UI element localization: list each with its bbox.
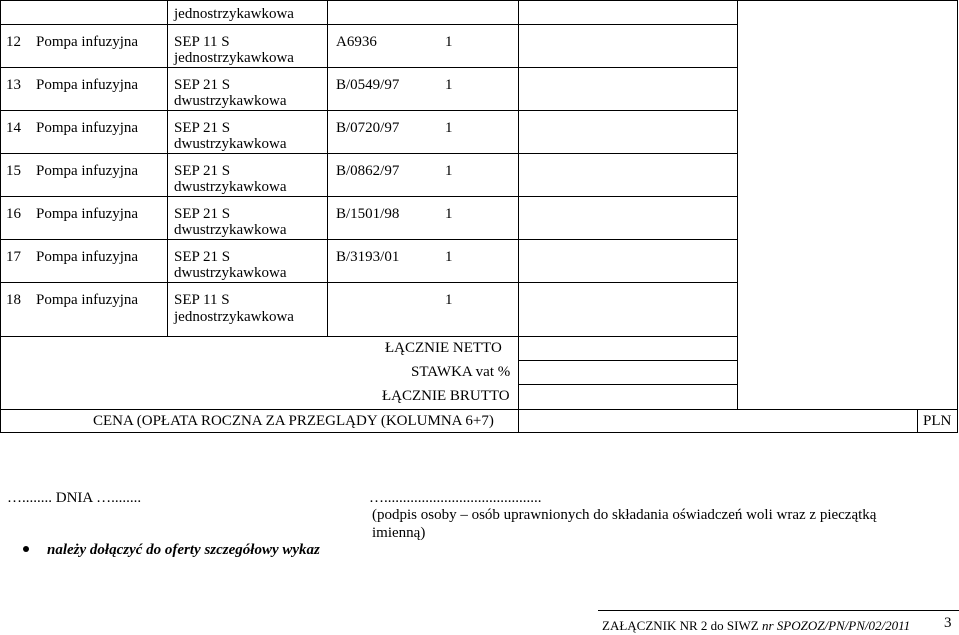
date-line: …........ DNIA …........ (7, 490, 142, 506)
device-name: Pompa infuzyjna (36, 34, 139, 50)
row-line (0, 24, 738, 25)
quantity: 1 (445, 120, 453, 136)
row-line (0, 153, 738, 154)
signature-caption: (podpis osoby – osób uprawnionych do składania oświadczeń woli wraz z pieczątką (372, 507, 877, 523)
table-divider-col1 (167, 0, 168, 337)
device-type: jednostrzykawkowa (174, 50, 294, 66)
device-model: SEP 21 S (174, 163, 231, 179)
bullet-icon (23, 546, 29, 552)
signature-line: ….......................................... (369, 490, 542, 506)
model-continuation: jednostrzykawkowa (174, 6, 294, 22)
row-line (0, 196, 738, 197)
attachment-ref: nr SPOZOZ/PN/PN/02/2011 (761, 618, 911, 633)
row-line (0, 67, 738, 68)
row-number: 16 (6, 206, 21, 222)
table-border-right (957, 0, 958, 433)
table-divider-col4 (737, 0, 738, 409)
device-name: Pompa infuzyjna (36, 206, 139, 222)
footer-rule (598, 610, 959, 611)
quantity: 1 (445, 163, 453, 179)
serial-number: B/3193/01 (336, 249, 400, 265)
device-type: jednostrzykawkowa (174, 309, 294, 325)
row-number: 15 (6, 163, 21, 179)
device-name: Pompa infuzyjna (36, 292, 139, 308)
row-number: 17 (6, 249, 21, 265)
serial-number: B/0549/97 (336, 77, 400, 93)
page-number: 3 (944, 615, 952, 631)
row-number: 14 (6, 120, 21, 136)
device-type: dwustrzykawkowa (174, 136, 287, 152)
price-label: CENA (OPŁATA ROCZNA ZA PRZEGLĄDY (KOLUMNA 6+7) (93, 413, 494, 429)
table-border-top (0, 0, 958, 1)
currency-label: PLN (923, 413, 952, 429)
serial-number: B/1501/98 (336, 206, 400, 222)
quantity: 1 (445, 249, 453, 265)
device-model: SEP 21 S (174, 77, 231, 93)
signature-caption-cont: imienną) (372, 525, 426, 541)
serial-number: B/0862/97 (336, 163, 400, 179)
bullet-note: należy dołączyć do oferty szczegółowy wykaz (47, 542, 320, 558)
device-model: SEP 11 S (174, 34, 230, 50)
device-model: SEP 11 S (174, 292, 230, 308)
quantity: 1 (445, 206, 453, 222)
row-number: 18 (6, 292, 21, 308)
quantity: 1 (445, 77, 453, 93)
total-gross-label: ŁĄCZNIE BRUTTO (382, 388, 510, 404)
row-number: 13 (6, 77, 21, 93)
row-line (0, 239, 738, 240)
attachment-label (602, 617, 910, 635)
totals-line (0, 409, 958, 410)
serial-number: B/0720/97 (336, 120, 400, 136)
table-divider-col5 (917, 409, 918, 433)
device-model: SEP 21 S (174, 206, 231, 222)
device-type: dwustrzykawkowa (174, 222, 287, 238)
total-net-label: ŁĄCZNIE NETTO (385, 340, 502, 356)
device-type: dwustrzykawkowa (174, 265, 287, 281)
row-number: 12 (6, 34, 21, 50)
totals-line (518, 360, 738, 361)
row-line (0, 110, 738, 111)
quantity: 1 (445, 292, 453, 308)
device-name: Pompa infuzyjna (36, 249, 139, 265)
table-border-bottom (0, 432, 958, 433)
table-divider-col3 (518, 0, 519, 433)
device-name: Pompa infuzyjna (36, 120, 139, 136)
device-name: Pompa infuzyjna (36, 77, 139, 93)
serial-number: A6936 (336, 34, 377, 50)
attachment-prefix: ZAŁĄCZNIK NR 2 do SIWZ (602, 618, 762, 633)
device-type: dwustrzykawkowa (174, 93, 287, 109)
row-line (0, 336, 738, 337)
device-name: Pompa infuzyjna (36, 163, 139, 179)
device-model: SEP 21 S (174, 120, 231, 136)
totals-line (518, 384, 738, 385)
table-divider-col2 (327, 0, 328, 337)
vat-rate-label: STAWKA vat % (411, 364, 511, 380)
device-model: SEP 21 S (174, 249, 231, 265)
row-line (0, 282, 738, 283)
table-border-left (0, 0, 1, 433)
device-type: dwustrzykawkowa (174, 179, 287, 195)
quantity: 1 (445, 34, 453, 50)
